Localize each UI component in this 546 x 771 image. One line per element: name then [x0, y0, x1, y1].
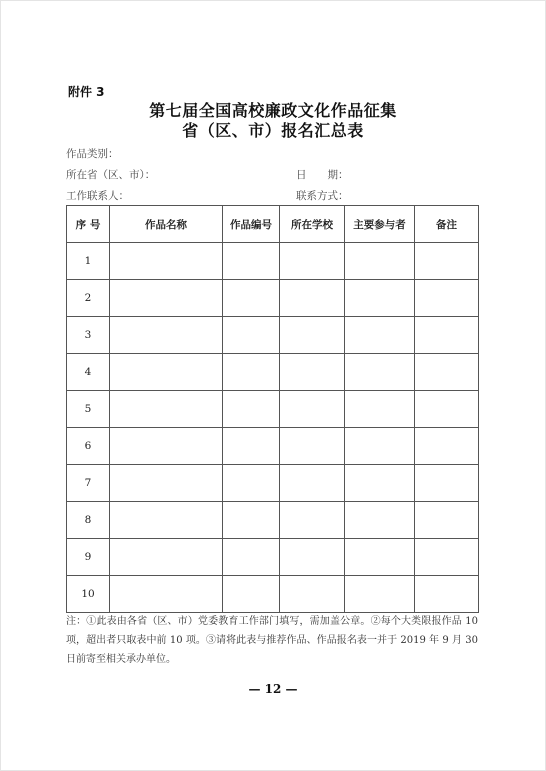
field-contact-method: 联系方式：: [296, 190, 349, 202]
table-row: [67, 280, 479, 317]
cell-main-participants[interactable]: [345, 576, 415, 613]
field-province: 所在省（区、市）：: [66, 169, 156, 181]
header-remarks: 备注: [415, 206, 479, 243]
footnote: 注：①此表由各省（区、市）党委教育工作部门填写，需加盖公章。②每个大类限报作品 10 项，超出者只取表中前 10 项。③请将此表与推荐作品、作品报名表一并于 2019 年 9 月 30 日前寄至相关承办单位。: [66, 616, 478, 665]
cell-work-number[interactable]: [223, 243, 280, 280]
table-row: [67, 391, 479, 428]
cell-main-participants[interactable]: [345, 428, 415, 465]
row-number: 6: [67, 428, 110, 465]
table-body: [67, 243, 479, 613]
row-number: 1: [67, 243, 110, 280]
cell-main-participants[interactable]: [345, 280, 415, 317]
row-number: 9: [67, 539, 110, 576]
summary-table: [66, 205, 479, 613]
cell-work-name[interactable]: [110, 502, 223, 539]
cell-remarks[interactable]: [415, 391, 479, 428]
field-date: 日 期：: [296, 169, 349, 181]
header-work-number: 作品编号: [223, 206, 280, 243]
table-header-row: [67, 206, 479, 243]
cell-remarks[interactable]: [415, 576, 479, 613]
table-row: [67, 243, 479, 280]
cell-remarks[interactable]: [415, 243, 479, 280]
title-line-1: 第七届全国高校廉政文化作品征集: [149, 101, 397, 120]
table-row: [67, 539, 479, 576]
table-row: [67, 317, 479, 354]
cell-main-participants[interactable]: [345, 502, 415, 539]
cell-work-number[interactable]: [223, 391, 280, 428]
cell-work-name[interactable]: [110, 539, 223, 576]
cell-work-number[interactable]: [223, 576, 280, 613]
cell-work-number[interactable]: [223, 502, 280, 539]
row-number: 3: [67, 317, 110, 354]
header-serial-number: 序 号: [67, 206, 110, 243]
row-number: 10: [67, 576, 110, 613]
cell-remarks[interactable]: [415, 354, 479, 391]
cell-work-name[interactable]: [110, 465, 223, 502]
title-line-2: 省（区、市）报名汇总表: [182, 121, 364, 140]
cell-work-number[interactable]: [223, 539, 280, 576]
cell-main-participants[interactable]: [345, 391, 415, 428]
cell-school[interactable]: [280, 354, 345, 391]
cell-school[interactable]: [280, 317, 345, 354]
table-row: [67, 428, 479, 465]
page-number: — 12 —: [248, 682, 298, 696]
cell-work-number[interactable]: [223, 280, 280, 317]
field-category: 作品类别：: [66, 148, 119, 160]
cell-work-name[interactable]: [110, 428, 223, 465]
cell-work-name[interactable]: [110, 391, 223, 428]
cell-work-name[interactable]: [110, 317, 223, 354]
row-number: 2: [67, 280, 110, 317]
attachment-label: 附件 3: [68, 85, 105, 99]
cell-remarks[interactable]: [415, 465, 479, 502]
cell-remarks[interactable]: [415, 317, 479, 354]
row-number: 5: [67, 391, 110, 428]
cell-work-number[interactable]: [223, 465, 280, 502]
cell-school[interactable]: [280, 280, 345, 317]
cell-school[interactable]: [280, 391, 345, 428]
cell-remarks[interactable]: [415, 502, 479, 539]
cell-main-participants[interactable]: [345, 317, 415, 354]
field-contact-person: 工作联系人：: [66, 190, 129, 202]
header-school: 所在学校: [280, 206, 345, 243]
cell-work-number[interactable]: [223, 428, 280, 465]
cell-work-name[interactable]: [110, 354, 223, 391]
cell-school[interactable]: [280, 576, 345, 613]
table-row: [67, 576, 479, 613]
row-number: 8: [67, 502, 110, 539]
cell-school[interactable]: [280, 502, 345, 539]
cell-main-participants[interactable]: [345, 354, 415, 391]
cell-work-number[interactable]: [223, 317, 280, 354]
cell-school[interactable]: [280, 243, 345, 280]
table-row: [67, 465, 479, 502]
cell-remarks[interactable]: [415, 539, 479, 576]
cell-work-name[interactable]: [110, 280, 223, 317]
row-number: 7: [67, 465, 110, 502]
cell-remarks[interactable]: [415, 428, 479, 465]
cell-school[interactable]: [280, 465, 345, 502]
cell-remarks[interactable]: [415, 280, 479, 317]
table-row: [67, 354, 479, 391]
cell-main-participants[interactable]: [345, 243, 415, 280]
cell-school[interactable]: [280, 428, 345, 465]
row-number: 4: [67, 354, 110, 391]
table-row: [67, 502, 479, 539]
cell-work-name[interactable]: [110, 576, 223, 613]
cell-main-participants[interactable]: [345, 539, 415, 576]
cell-main-participants[interactable]: [345, 465, 415, 502]
cell-school[interactable]: [280, 539, 345, 576]
header-work-name: 作品名称: [110, 206, 223, 243]
header-main-participants: 主要参与者: [345, 206, 415, 243]
cell-work-number[interactable]: [223, 354, 280, 391]
cell-work-name[interactable]: [110, 243, 223, 280]
